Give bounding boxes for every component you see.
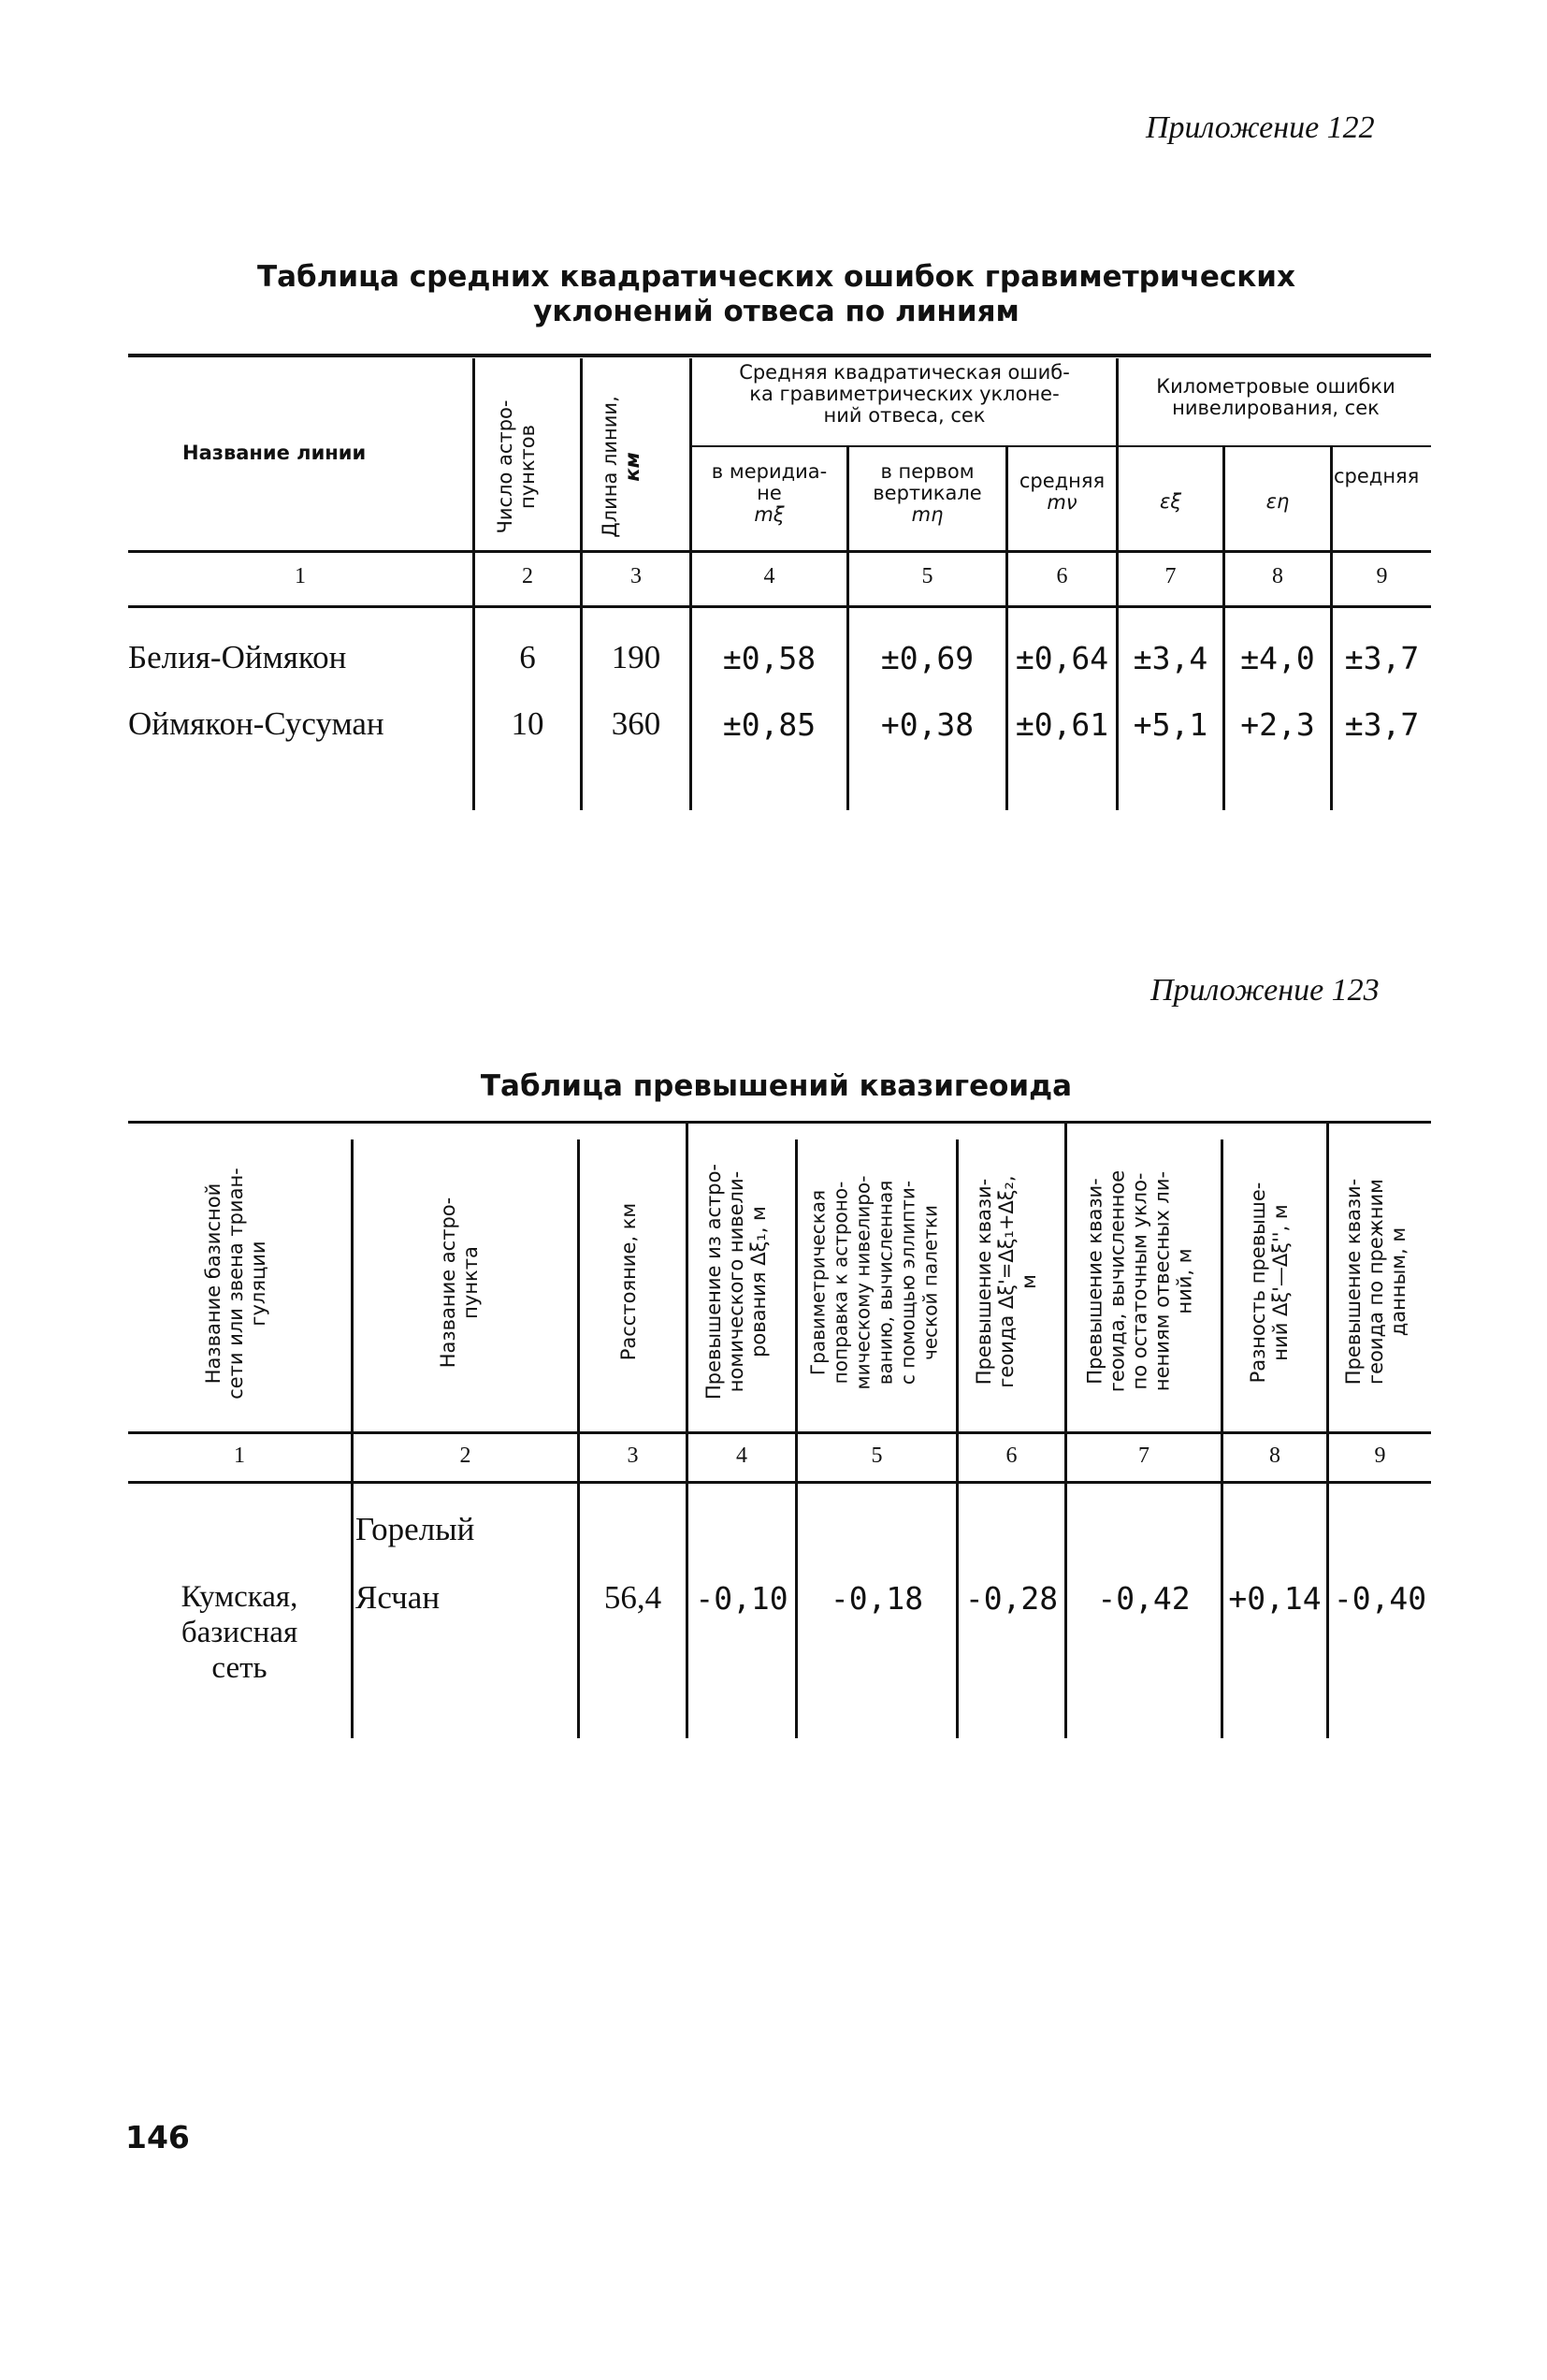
table2-header-network-l2: сети или звена триан- <box>224 1168 247 1400</box>
table1-header-group-km <box>1120 376 1431 419</box>
table2-header-previous-data <box>1342 1137 1417 1427</box>
table1-colnum-5: 5 <box>921 564 933 588</box>
table2-header-previous-data-l3: данным, м <box>1387 1226 1410 1337</box>
table1-header-points-l2: пунктов <box>516 424 539 510</box>
table2-header-gravimetric-correction-l1: Гравиметрическая <box>806 1189 830 1376</box>
table1-header-length-l2: км <box>621 452 643 482</box>
table2-header-residual-deflections-l1: Превышение квази- <box>1083 1178 1106 1385</box>
table2-cell-network-l1: Кумская, <box>181 1580 298 1614</box>
table1-header-line-name: Название линии <box>182 442 367 464</box>
table2-header-height-difference <box>1247 1138 1299 1428</box>
table1-header-bottom-rule <box>128 550 1431 553</box>
table2-cell-point-yaschan: Ясчан <box>355 1579 441 1616</box>
table2-vline-5 <box>956 1139 959 1738</box>
table1-cell-length: 190 <box>611 639 661 675</box>
table1-cell-mean2: ±3,7 <box>1344 640 1420 676</box>
table2-cell-network-l2: базисная <box>181 1616 298 1649</box>
table2-header-gravimetric-correction-l5: с помощью эллипти- <box>896 1180 919 1386</box>
table2-header-network-l3: гуляции <box>247 1241 269 1327</box>
table1-header-eps-xi: εξ <box>1159 490 1182 513</box>
table1-colnum-7: 7 <box>1164 564 1177 588</box>
page-number: 146 <box>125 2119 190 2155</box>
table2-cell-gravimetric-correction: -0,18 <box>830 1580 924 1617</box>
table2-cell-network-l3: сеть <box>211 1651 267 1685</box>
table1-header-eps-eta: εη <box>1265 490 1290 513</box>
table2-header-astropoint-l1: Название астро- <box>437 1197 459 1369</box>
table2-title: Таблица превышений квазигеоида <box>480 1069 1073 1103</box>
table2-cell-previous-data: -0,40 <box>1333 1580 1427 1617</box>
table1-header-group-error-l3: ний отвеса, сек <box>823 404 986 427</box>
table2-top-rule <box>128 1121 1431 1124</box>
table1-cell-eps-xi: +5,1 <box>1133 706 1208 743</box>
table1-cell-vertical: +0,38 <box>880 706 975 743</box>
table2-header-astro-leveling <box>702 1137 777 1427</box>
table1-title-line1: Таблица средних квадратических ошибок гравиметрических <box>256 260 1296 294</box>
table1-cell-eps-eta: ±4,0 <box>1240 640 1315 676</box>
table2-header-astro-leveling-l3: рования Δξ₁, м <box>747 1206 770 1357</box>
table1-cell-mean2: ±3,7 <box>1344 706 1420 743</box>
table2-header-distance <box>617 1141 645 1422</box>
table2-header-height-difference-l2: ний Δξ'—Δξ'', м <box>1269 1204 1292 1361</box>
table2-header-quasigeoid-height-l1: Превышение квази- <box>973 1178 995 1386</box>
table2-cell-network <box>128 1579 351 1686</box>
table1-cell-meridian: ±0,85 <box>722 706 817 743</box>
appendix-label-123: Приложение 123 <box>1150 973 1380 1008</box>
table1-cell-length: 360 <box>611 705 661 742</box>
table2-cell-point-gorely: Горелый <box>355 1511 475 1547</box>
table1-header-meridian-sym: mξ <box>754 503 785 526</box>
table2-cell-quasigeoid-height: -0,28 <box>964 1580 1059 1617</box>
table2-header-previous-data-l1: Превышение квази- <box>1342 1178 1365 1386</box>
table1-cell-line-name: Оймякон-Сусуман <box>128 705 384 742</box>
table1-header-meridian-l1: в меридиа- <box>711 460 828 483</box>
table1-colnum-3: 3 <box>630 564 642 588</box>
table1-colnum-2: 2 <box>522 564 533 588</box>
table2-header-quasigeoid-height <box>973 1137 1048 1427</box>
table2-header-network-l1: Название базисной <box>202 1183 224 1385</box>
table1-header-vertical <box>849 461 1005 526</box>
table2-header-residual-deflections <box>1084 1137 1201 1427</box>
table2-header-astropoint <box>437 1142 489 1423</box>
table2-vline-8 <box>1326 1123 1329 1738</box>
table2-header-astropoint-l2: пункта <box>459 1246 482 1319</box>
table2-colnum-6: 6 <box>1005 1444 1018 1468</box>
table2-header-residual-deflections-l3: по остаточным укло- <box>1128 1172 1151 1390</box>
table2-header-astro-leveling-l1: Превышение из астро- <box>702 1164 725 1400</box>
table2-colnum-8: 8 <box>1269 1444 1280 1468</box>
table2-colnum-5: 5 <box>871 1444 883 1468</box>
table1-cell-points: 6 <box>519 639 536 675</box>
table2-header-bottom-rule <box>128 1431 1431 1434</box>
table2-vline-6 <box>1064 1123 1067 1738</box>
table2-cell-height-difference: +0,14 <box>1228 1580 1322 1617</box>
appendix-label-122: Приложение 122 <box>1146 110 1375 145</box>
table1-subhead-rule <box>689 445 1431 447</box>
table2-vline-7 <box>1221 1139 1223 1738</box>
table2-vline-1 <box>351 1139 354 1738</box>
table1-title-line2: уклонений отвеса по линиям <box>533 295 1019 328</box>
table1-header-vertical-sym: mη <box>911 503 944 526</box>
table2-numbers-bottom-rule <box>128 1481 1431 1484</box>
table1-cell-vertical: ±0,69 <box>880 640 975 676</box>
table1-header-vertical-l2: вертикале <box>873 482 982 504</box>
table1-colnum-9: 9 <box>1376 564 1388 588</box>
table2-colnum-3: 3 <box>627 1444 639 1468</box>
table1-top-rule <box>128 354 1431 357</box>
table1-header-meridian <box>692 461 846 526</box>
table1-header-length <box>599 373 655 560</box>
table1-header-group-km-l2: нивелирования, сек <box>1172 397 1380 419</box>
table1-header-group-error-l1: Средняя квадратическая ошиб- <box>739 361 1070 384</box>
table2-header-residual-deflections-l5: ний, м <box>1173 1248 1196 1314</box>
table1-header-length-l1: Длина линии, <box>599 396 621 538</box>
table1-cell-eps-xi: ±3,4 <box>1133 640 1208 676</box>
table2-colnum-7: 7 <box>1138 1444 1149 1468</box>
table2-header-network <box>202 1143 277 1424</box>
table1-numbers-bottom-rule <box>128 605 1431 608</box>
table1-colnum-8: 8 <box>1272 564 1283 588</box>
table2-header-quasigeoid-height-l2: геоида Δξ'=Δξ₁+Δξ₂, <box>995 1175 1018 1388</box>
table1-cell-eps-eta: +2,3 <box>1240 706 1315 743</box>
table1-title <box>234 260 1319 329</box>
table2-vline-2 <box>577 1139 580 1738</box>
table1-cell-mean: ±0,64 <box>1015 640 1109 676</box>
table1-header-mean-sym: mν <box>1047 491 1077 514</box>
table2-header-gravimetric-correction-l6: ческой палетки <box>918 1205 942 1360</box>
table1-header-mean <box>1008 471 1116 514</box>
table1-header-vertical-l1: в первом <box>880 460 975 483</box>
table1-header-points <box>494 373 550 560</box>
table2-colnum-4: 4 <box>736 1444 747 1468</box>
table2-header-height-difference-l1: Разность превыше- <box>1247 1182 1269 1384</box>
table1-cell-meridian: ±0,58 <box>722 640 817 676</box>
table1-colnum-1: 1 <box>295 564 306 588</box>
table1-cell-mean: ±0,61 <box>1015 706 1109 743</box>
table2-header-gravimetric-correction-l3: мическому нивелиро- <box>851 1175 875 1390</box>
table2-header-gravimetric-correction <box>807 1136 947 1430</box>
table1-vline-8 <box>1330 447 1333 810</box>
table2-header-quasigeoid-height-l3: м <box>1018 1274 1040 1289</box>
table1-header-meridian-l2: не <box>757 482 782 504</box>
table1-header-group-km-l1: Километровые ошибки <box>1156 375 1395 398</box>
table2-header-astro-leveling-l2: номического нивели- <box>725 1170 747 1393</box>
table2-colnum-9: 9 <box>1374 1444 1386 1468</box>
table1-colnum-6: 6 <box>1056 564 1068 588</box>
table2-header-previous-data-l2: геоида по прежним <box>1365 1179 1387 1385</box>
table2-header-gravimetric-correction-l2: поправка к астроно- <box>829 1181 852 1385</box>
table2-cell-residual-deflections: -0,42 <box>1097 1580 1191 1617</box>
table1-header-group-error <box>694 362 1115 427</box>
table2-header-residual-deflections-l2: геоида, вычисленное <box>1106 1169 1129 1393</box>
table2-colnum-2: 2 <box>459 1444 471 1468</box>
table2-cell-distance: 56,4 <box>603 1579 662 1616</box>
table2-colnum-1: 1 <box>234 1444 245 1468</box>
table1-header-mean-l1: средняя <box>1019 470 1106 492</box>
table1-header-points-l1: Число астро- <box>494 399 516 534</box>
table2-cell-astro-leveling: -0,10 <box>695 1580 788 1617</box>
table2-header-distance-l1: Расстояние, км <box>617 1202 640 1361</box>
table2-vline-4 <box>795 1139 798 1738</box>
table1-header-group-error-l2: ка гравиметрических уклоне- <box>749 383 1060 405</box>
table1-colnum-4: 4 <box>763 564 775 588</box>
table1-header-mean2: средняя <box>1334 465 1420 487</box>
table1-cell-points: 10 <box>511 705 544 742</box>
table2-header-gravimetric-correction-l4: ванию, вычисленная <box>874 1180 897 1386</box>
table1-cell-line-name: Белия-Оймякон <box>128 639 347 675</box>
table2-vline-3 <box>686 1123 688 1738</box>
table2-header-residual-deflections-l4: нениям отвесных ли- <box>1150 1170 1174 1392</box>
